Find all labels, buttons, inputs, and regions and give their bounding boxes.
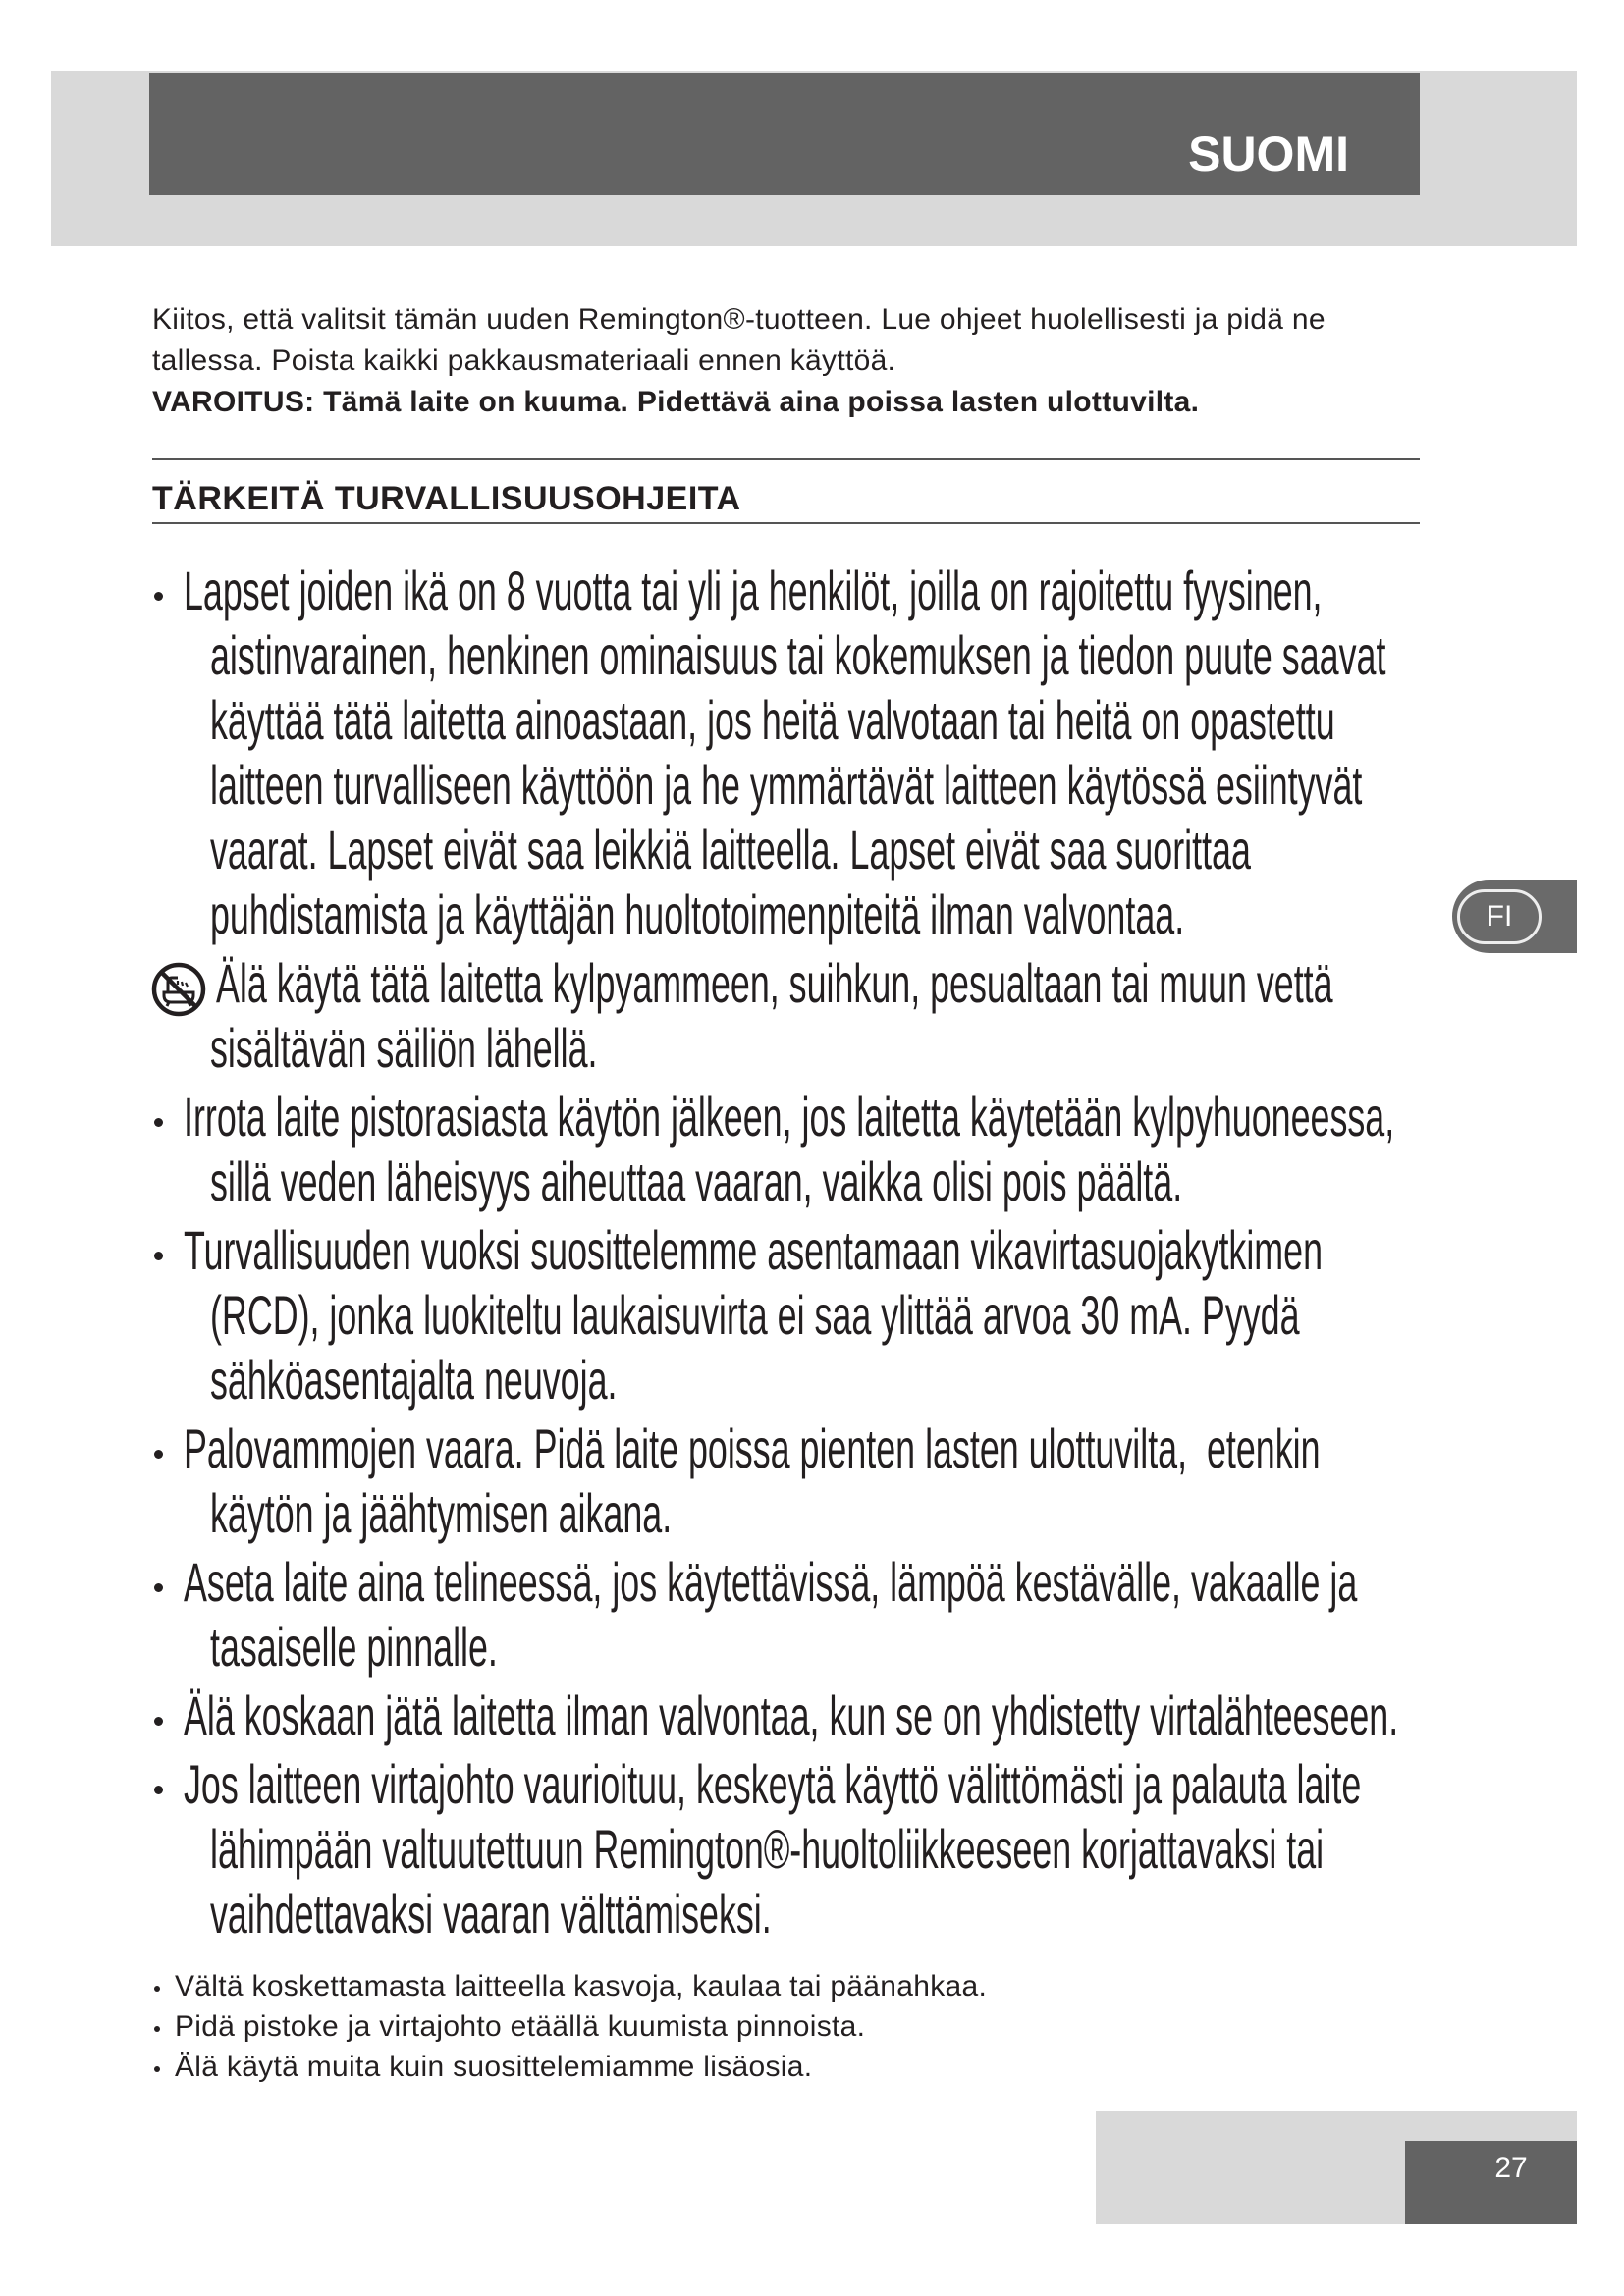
safety-instructions-list: [137, 559, 1463, 1950]
safety-item: [137, 559, 1463, 947]
small-item-text: Älä käytä muita kuin suosittelemiamme lisäosia.: [175, 2051, 813, 2083]
instruction-text: Älä koskaan jätä laitetta ilman valvontaa, kun se on yhdistetty virtalähteeseen.: [184, 1684, 1399, 1746]
instruction-line: [184, 1416, 1463, 1481]
instruction-line: [184, 818, 1463, 882]
instruction-text: tasaiselle pinnalle.: [210, 1616, 498, 1678]
instruction-line: [184, 1348, 1463, 1413]
instruction-line: [184, 559, 1463, 623]
instruction-text: puhdistamista ja käyttäjän huoltotoimenpiteitä ilman valvontaa.: [210, 883, 1185, 945]
instruction-text: Turvallisuuden vuoksi suosittelemme asentamaan vikavirtasuojakytkimen: [184, 1219, 1324, 1281]
instruction-line: [184, 1085, 1463, 1149]
language-code-badge: FI: [1457, 889, 1542, 944]
instruction-text: Lapset joiden ikä on 8 vuotta tai yli ja henkilöt, joilla on rajoitettu fyysinen,: [184, 560, 1323, 621]
instruction-line: [184, 1550, 1463, 1615]
instruction-line: [184, 1752, 1463, 1817]
section-rule-bottom: [152, 522, 1420, 524]
instruction-text: Irrota laite pistorasiasta käytön jälkeen, jos laitetta käytetään kylpyhuoneessa,: [184, 1086, 1395, 1148]
instruction-text: Aseta laite aina telineessä, jos käytettävissä, lämpöä kestävälle, vakaalle ja: [184, 1551, 1358, 1613]
instruction-line: [184, 1016, 1463, 1081]
bullet-dot: [154, 1118, 163, 1127]
instruction-line: [184, 882, 1463, 947]
instruction-text: käytön ja jäähtymisen aikana.: [210, 1482, 673, 1544]
bullet-dot: [154, 2066, 160, 2072]
instruction-line: [184, 1481, 1463, 1546]
instruction-text: sillä veden läheisyys aiheuttaa vaaran, vaikka olisi pois päältä.: [210, 1150, 1183, 1212]
instruction-line: [184, 1882, 1463, 1947]
safety-item: [137, 1683, 1463, 1748]
small-list-item: [147, 1966, 1326, 2006]
bullet-dot: [154, 1583, 163, 1592]
instruction-line: [184, 1283, 1463, 1348]
intro-text: [152, 299, 1420, 423]
instruction-text: (RCD), jonka luokiteltu laukaisuvirta ei saa ylittää arvoa 30 mA. Pyydä: [210, 1284, 1300, 1346]
bullet-dot: [154, 1717, 163, 1726]
instruction-text: sähköasentajalta neuvoja.: [210, 1349, 618, 1411]
bullet-dot: [154, 1450, 163, 1459]
instruction-text: sisältävän säiliön lähellä.: [210, 1017, 598, 1079]
instruction-line: [184, 951, 1463, 1016]
bullet-dot: [154, 1786, 163, 1794]
small-item-text: Vältä koskettamasta laitteella kasvoja, kaulaa tai päänahkaa.: [175, 1970, 988, 2002]
language-side-tab: [1452, 880, 1577, 953]
instruction-line: [184, 1817, 1463, 1882]
instruction-text: aistinvarainen, henkinen ominaisuus tai kokemuksen ja tiedon puute saavat: [210, 624, 1386, 686]
instruction-text: lähimpään valtuutettuun Remington®-huoltoliikkeeseen korjattavaksi tai: [210, 1818, 1325, 1880]
safety-item: [137, 1752, 1463, 1947]
small-instructions-list: [147, 1966, 1326, 2087]
bullet-dot: [154, 592, 163, 601]
safety-item: [137, 1085, 1463, 1214]
page-number: 27: [1494, 2152, 1528, 2184]
safety-item: [137, 1218, 1463, 1413]
instruction-text: vaarat. Lapset eivät saa leikkiä laitteella. Lapset eivät saa suorittaa: [210, 819, 1251, 881]
small-item-text: Pidä pistoke ja virtajohto etäällä kuumista pinnoista.: [175, 2010, 866, 2043]
safety-item: [137, 1416, 1463, 1546]
safety-item: [137, 1550, 1463, 1680]
language-title: SUOMI: [1188, 127, 1349, 182]
no-bathtub-icon: [151, 962, 206, 1017]
instruction-line: [184, 1149, 1463, 1214]
section-rule-top: [152, 458, 1420, 460]
header-title-box: [149, 73, 1420, 195]
bullet-dot: [154, 2026, 160, 2032]
intro-line: tallessa. Poista kaikki pakkausmateriaali ennen käyttöä.: [152, 345, 896, 377]
small-list-item: [147, 2047, 1326, 2087]
instruction-line: [184, 753, 1463, 818]
instruction-line: [184, 688, 1463, 753]
instruction-text: Palovammojen vaara. Pidä laite poissa pienten lasten ulottuvilta, etenkin: [184, 1417, 1321, 1479]
instruction-line: [184, 1683, 1463, 1748]
warning-text: VAROITUS: Tämä laite on kuuma. Pidettävä aina poissa lasten ulottuvilta.: [152, 386, 1200, 418]
instruction-line: [184, 623, 1463, 688]
safety-item: [137, 951, 1463, 1081]
section-heading: TÄRKEITÄ TURVALLISUUSOHJEITA: [152, 480, 741, 517]
instruction-text: Jos laitteen virtajohto vaurioituu, keskeytä käyttö välittömästi ja palauta laite: [184, 1753, 1362, 1815]
instruction-text: vaihdettavaksi vaaran välttämiseksi.: [210, 1883, 772, 1945]
small-list-item: [147, 2006, 1326, 2047]
instruction-line: [184, 1218, 1463, 1283]
instruction-text: Älä käytä tätä laitetta kylpyammeen, suihkun, pesualtaan tai muun vettä: [216, 952, 1333, 1014]
bullet-dot: [154, 1252, 163, 1260]
page-number-box: [1405, 2141, 1577, 2224]
instruction-text: laitteen turvalliseen käyttöön ja he ymmärtävät laitteen käytössä esiintyvät: [210, 754, 1363, 816]
intro-line: Kiitos, että valitsit tämän uuden Remington®-tuotteen. Lue ohjeet huolellisesti ja pidä ne: [152, 303, 1326, 336]
instruction-text: käyttää tätä laitetta ainoastaan, jos heitä valvotaan tai heitä on opastettu: [210, 689, 1335, 751]
bullet-dot: [154, 1986, 160, 1992]
instruction-line: [184, 1615, 1463, 1680]
